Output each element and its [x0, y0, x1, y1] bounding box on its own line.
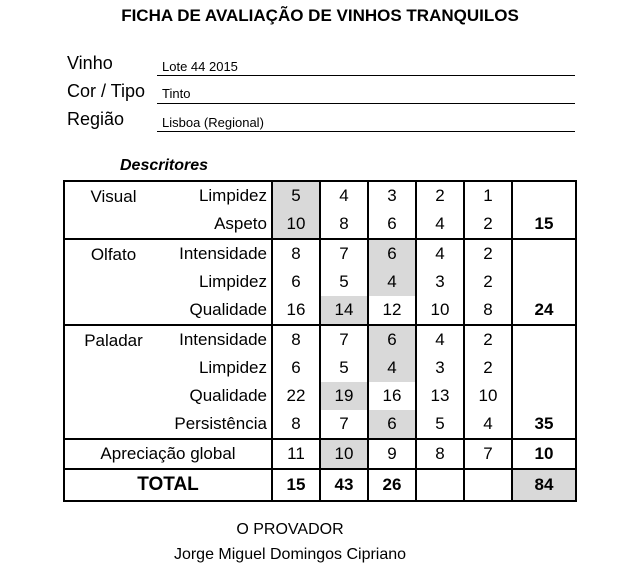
total-row	[64, 469, 576, 501]
total-cell: 43	[320, 469, 368, 501]
table-row	[64, 239, 576, 268]
subtotal-cell	[512, 325, 576, 354]
score-cell: 1	[464, 181, 512, 210]
total-cell: 15	[272, 469, 320, 501]
group-label-visual: Visual	[64, 181, 162, 239]
score-cell: 2	[464, 268, 512, 296]
score-cell: 8	[272, 410, 320, 439]
provador-name: Jorge Miguel Domingos Cipriano	[173, 546, 407, 563]
row-label: Intensidade	[162, 239, 272, 268]
score-cell: 4	[464, 410, 512, 439]
score-cell: 4	[416, 210, 464, 239]
score-cell: 4	[368, 354, 416, 382]
score-cell: 6	[368, 325, 416, 354]
score-cell: 3	[416, 268, 464, 296]
score-cell: 4	[368, 268, 416, 296]
score-cell: 2	[464, 239, 512, 268]
vinho-underline	[157, 75, 575, 76]
table-row	[64, 439, 576, 469]
score-cell: 19	[320, 382, 368, 410]
score-cell: 4	[320, 181, 368, 210]
score-cell: 4	[416, 239, 464, 268]
grand-total-cell: 84	[512, 469, 576, 501]
row-label: Persistência	[162, 410, 272, 439]
score-cell: 5	[416, 410, 464, 439]
score-cell: 6	[368, 410, 416, 439]
cor-tipo-value: Tinto	[162, 86, 191, 101]
row-label: Qualidade	[162, 296, 272, 325]
subtotal-cell	[512, 181, 576, 210]
score-cell: 16	[272, 296, 320, 325]
vinho-label: Vinho	[67, 53, 113, 73]
score-cell: 2	[464, 325, 512, 354]
score-cell: 5	[272, 181, 320, 210]
subtotal-cell: 35	[512, 410, 576, 439]
score-cell: 7	[320, 410, 368, 439]
score-cell: 10	[464, 382, 512, 410]
cor-tipo-underline	[157, 103, 575, 104]
table-row	[64, 325, 576, 354]
provador-heading: O PROVADOR	[236, 521, 344, 538]
score-cell: 5	[320, 268, 368, 296]
score-cell: 3	[416, 354, 464, 382]
subtotal-cell	[512, 239, 576, 268]
row-label: Intensidade	[162, 325, 272, 354]
score-cell: 10	[272, 210, 320, 239]
score-cell: 2	[464, 210, 512, 239]
group-label-olfato: Olfato	[64, 239, 162, 325]
score-cell: 8	[272, 325, 320, 354]
score-cell: 4	[416, 325, 464, 354]
score-cell: 14	[320, 296, 368, 325]
score-cell: 6	[368, 239, 416, 268]
score-cell: 8	[416, 439, 464, 469]
total-cell: 26	[368, 469, 416, 501]
score-cell: 10	[320, 439, 368, 469]
evaluation-table	[63, 180, 577, 502]
score-cell: 6	[272, 268, 320, 296]
regiao-value: Lisboa (Regional)	[162, 115, 264, 130]
subtotal-cell: 10	[512, 439, 576, 469]
score-cell: 8	[320, 210, 368, 239]
row-label: Qualidade	[162, 382, 272, 410]
score-cell: 13	[416, 382, 464, 410]
row-label: Limpidez	[162, 181, 272, 210]
subtotal-cell	[512, 268, 576, 296]
regiao-underline	[157, 131, 575, 132]
score-cell: 6	[272, 354, 320, 382]
score-cell: 10	[416, 296, 464, 325]
score-cell: 8	[464, 296, 512, 325]
subtotal-cell	[512, 354, 576, 382]
score-cell: 12	[368, 296, 416, 325]
score-cell: 3	[368, 181, 416, 210]
total-label: TOTAL	[64, 469, 272, 501]
subtotal-cell: 15	[512, 210, 576, 239]
score-cell: 2	[416, 181, 464, 210]
score-cell: 7	[464, 439, 512, 469]
row-label: Limpidez	[162, 268, 272, 296]
page-title: FICHA DE AVALIAÇÃO DE VINHOS TRANQUILOS	[121, 6, 519, 25]
score-cell: 8	[272, 239, 320, 268]
score-cell: 6	[368, 210, 416, 239]
score-cell: 7	[320, 239, 368, 268]
table-row	[64, 181, 576, 210]
subtotal-cell: 24	[512, 296, 576, 325]
score-cell: 22	[272, 382, 320, 410]
group-label-paladar: Paladar	[64, 325, 162, 439]
score-cell: 16	[368, 382, 416, 410]
row-label: Limpidez	[162, 354, 272, 382]
score-cell: 7	[320, 325, 368, 354]
vinho-value: Lote 44 2015	[162, 59, 238, 74]
score-cell: 5	[320, 354, 368, 382]
total-cell	[464, 469, 512, 501]
regiao-label: Região	[67, 109, 125, 129]
descritores-heading: Descritores	[120, 157, 209, 174]
row-label: Apreciação global	[64, 439, 272, 469]
cor-tipo-label: Cor / Tipo	[67, 81, 146, 101]
score-cell: 9	[368, 439, 416, 469]
total-cell	[416, 469, 464, 501]
score-cell: 11	[272, 439, 320, 469]
subtotal-cell	[512, 382, 576, 410]
row-label: Aspeto	[162, 210, 272, 239]
score-cell: 2	[464, 354, 512, 382]
